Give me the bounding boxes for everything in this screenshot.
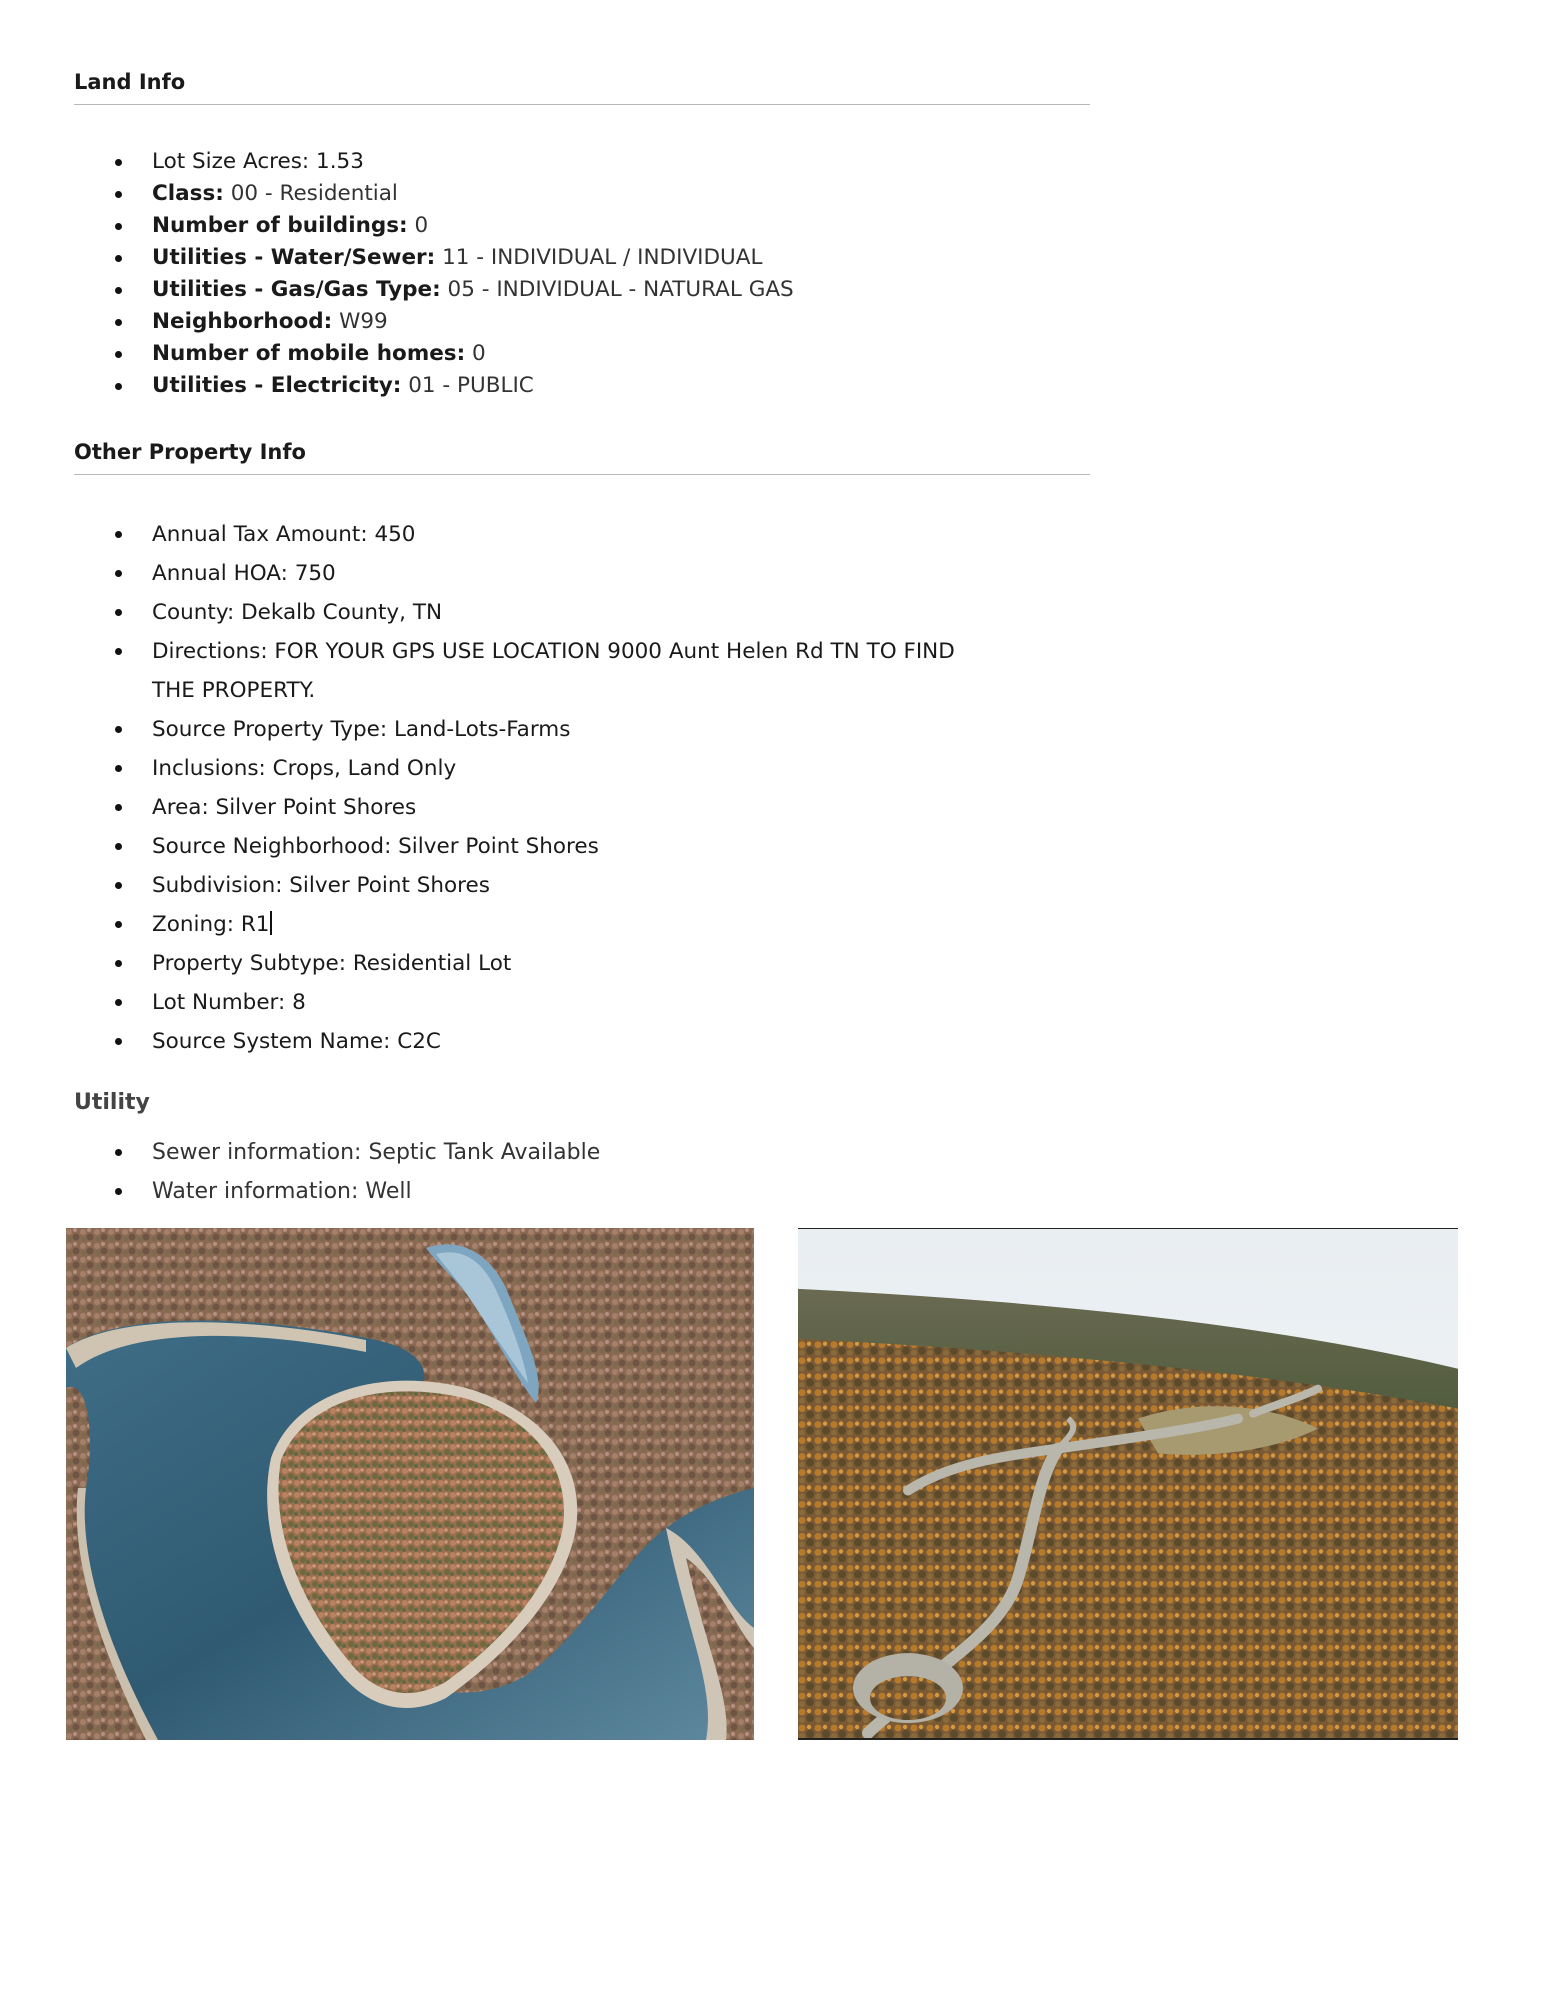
list-item: [0, 178, 794, 210]
item-value: W99: [332, 309, 388, 334]
list-item: Annual HOA: 750: [0, 554, 1002, 593]
road-image: [798, 1229, 1458, 1738]
aerial-road-photo: [798, 1228, 1458, 1740]
list-item: Lot Number: 8: [0, 983, 1002, 1022]
land-info-list: [0, 146, 794, 402]
item-key: Utilities - Electricity:: [152, 373, 402, 398]
list-item: Area: Silver Point Shores: [0, 788, 1002, 827]
item-value: 0: [407, 213, 429, 238]
list-item: Inclusions: Crops, Land Only: [0, 749, 1002, 788]
list-item: [0, 370, 794, 402]
item-value: 11 - INDIVIDUAL / INDIVIDUAL: [435, 245, 763, 270]
list-item: [0, 274, 794, 306]
item-value: 05 - INDIVIDUAL - NATURAL GAS: [440, 277, 794, 302]
item-key: Utilities - Water/Sewer:: [152, 245, 436, 270]
list-item: Subdivision: Silver Point Shores: [0, 866, 1002, 905]
item-key: Utilities - Gas/Gas Type:: [152, 277, 441, 302]
list-item: Source Property Type: Land-Lots-Farms: [0, 710, 1002, 749]
text-cursor: [270, 911, 272, 935]
other-property-info-heading: Other Property Info: [74, 440, 1090, 475]
aerial-lake-photo: [66, 1228, 754, 1740]
list-item: [0, 306, 794, 338]
list-item: [0, 905, 1002, 944]
item-value: 01 - PUBLIC: [401, 373, 534, 398]
list-item: Sewer information: Septic Tank Available: [0, 1133, 600, 1172]
item-key: Neighborhood:: [152, 309, 333, 334]
item-key: Class:: [152, 181, 224, 206]
lake-image: [66, 1228, 754, 1740]
list-item: Source Neighborhood: Silver Point Shores: [0, 827, 1002, 866]
list-item: [0, 210, 794, 242]
utility-list: [0, 1133, 600, 1211]
list-item: Directions: FOR YOUR GPS USE LOCATION 9000 Aunt Helen Rd TN TO FIND THE PROPERTY.: [0, 632, 1002, 710]
utility-heading: Utility: [74, 1090, 150, 1115]
list-item: [0, 338, 794, 370]
list-item: Water information: Well: [0, 1172, 600, 1211]
item-value: 0: [465, 341, 486, 366]
list-item: County: Dekalb County, TN: [0, 593, 1002, 632]
item-key: Lot Size Acres: 1.53: [152, 149, 364, 174]
list-item: Property Subtype: Residential Lot: [0, 944, 1002, 983]
list-item: [0, 242, 794, 274]
other-property-info-list: [0, 515, 1002, 1061]
zoning-text[interactable]: Zoning: R1: [152, 912, 270, 937]
list-item: Source System Name: C2C: [0, 1022, 1002, 1061]
item-key: Number of mobile homes:: [152, 341, 466, 366]
list-item: [0, 146, 794, 178]
land-info-heading: Land Info: [74, 70, 1090, 105]
item-value: 00 - Residential: [223, 181, 398, 206]
item-key: Number of buildings:: [152, 213, 408, 238]
list-item: Annual Tax Amount: 450: [0, 515, 1002, 554]
